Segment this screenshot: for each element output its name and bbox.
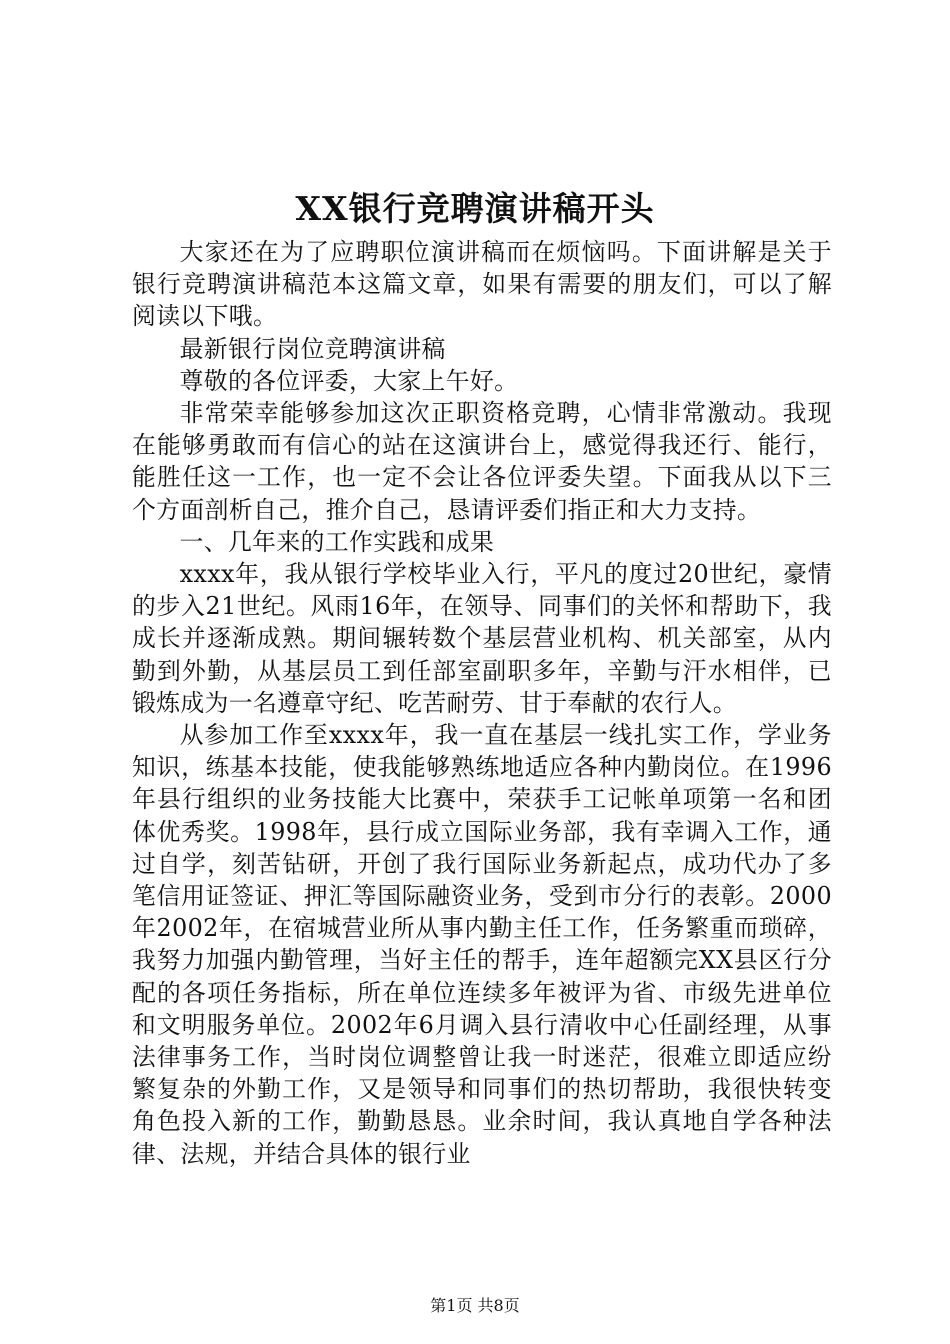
document-title: XX银行竞聘演讲稿开头 [295,189,655,228]
paragraph-opening: 非常荣幸能够参加这次正职资格竞聘，心情非常激动。我现在能够勇敢而有信心的站在这演讲台上，感觉得我还行、能行，能胜任这一工作，也一定不会让各位评委失望。下面我从以下三个方面剖析自己，推介自己，恳请评委们指正和大力支持。 [132,399,832,524]
section-heading-1: 一、几年来的工作实践和成果 [179,527,495,556]
paragraph-work-history: 从参加工作至xxxx年，我一直在基层一线扎实工作，学业务知识，练基本技能，使我能够熟练地适应各种内勤岗位。在1996年县行组织的业务技能大比赛中，荣获手工记帐单项第一名和团体优秀奖。1998年，县行成立国际业务部，我有幸调入工作，通过自学，刻苦钻研，开创了我行国际业务新起点，成功代办了多笔信用证签证、押汇等国际融资业务，受到市分行的表彰。2000年2002年，在宿城营业所从事内勤主任工作，任务繁重而琐碎，我努力加强内勤管理，当好主任的帮手，连年超额完XX县区行分配的各项任务指标，所在单位连续多年被评为省、市级先进单位和文明服务单位。2002年6月调入县行清收中心任副经理，从事法律事务工作，当时岗位调整曾让我一时迷茫，很难立即适应纷繁复杂的外勤工作，又是领导和同事们的热切帮助，我很快转变角色投入新的工作，勤勤恳恳。业余时间，我认真地自学各种法律、法规，并结合具体的银行业 [132,721,832,1168]
paragraph-intro: 大家还在为了应聘职位演讲稿而在烦恼吗。下面讲解是关于银行竞聘演讲稿范本这篇文章，如果有需要的朋友们，可以了解阅读以下哦。 [132,238,832,331]
paragraph-subtitle: 最新银行岗位竞聘演讲稿 [179,334,446,363]
paragraph-greeting: 尊敬的各位评委，大家上午好。 [179,366,519,395]
document-body [132,236,832,1170]
page-footer: 第1页 共8页 [430,1296,520,1315]
paragraph-career-start: xxxx年，我从银行学校毕业入行，平凡的度过20世纪，豪情的步入21世纪。风雨16年，在领导、同事们的关怀和帮助下，我成长并逐渐成熟。期间辗转数个基层营业机构、机关部室，从内勤到外勤，从基层员工到任部室副职多年，辛勤与汗水相伴，已锻炼成为一名遵章守纪、吃苦耐劳、甘于奉献的农行人。 [132,560,832,717]
